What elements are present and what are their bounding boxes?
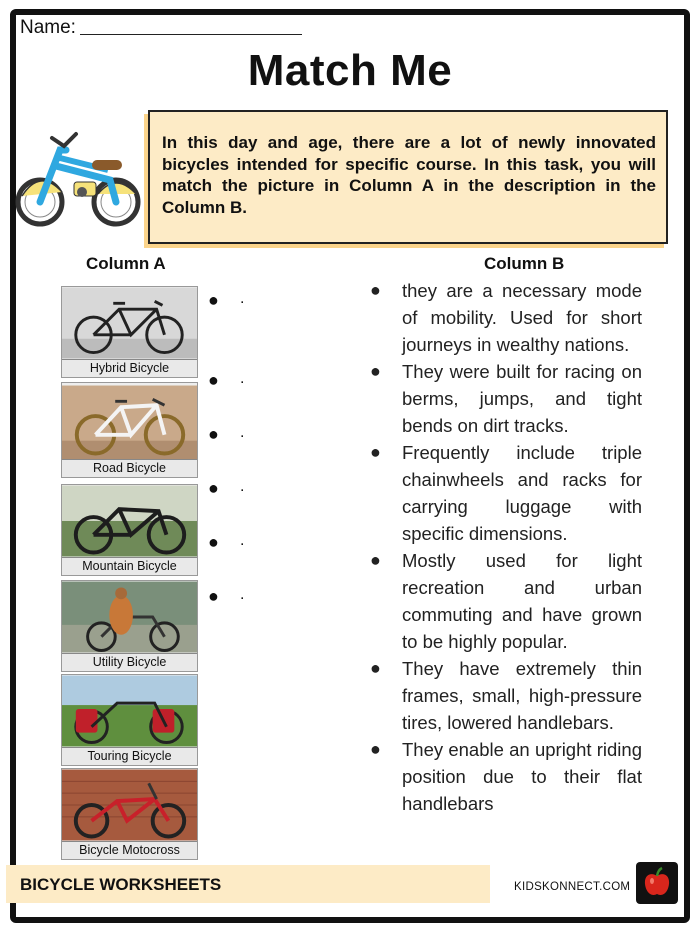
picture-touring-bicycle: [61, 674, 198, 766]
picture-label: Mountain Bicycle: [62, 557, 197, 575]
picture-hybrid-bicycle: [61, 286, 198, 378]
picture-road-bicycle: [61, 382, 198, 478]
description-item: ● Frequently include triple chainwheels and racks for carrying luggage with specific dimensions.: [370, 442, 642, 544]
picture-utility-bicycle: [61, 580, 198, 672]
kids-bicycle-icon: [12, 120, 144, 230]
column-a-heading: Column A: [86, 254, 166, 273]
footer-banner: BICYCLE WORKSHEETS: [6, 865, 490, 903]
name-field[interactable]: [20, 17, 302, 39]
description-item: ● they are a necessary mode of mobility. Used for short journeys in wealthy nations.: [370, 280, 642, 355]
road-bicycle-photo-icon: [62, 383, 197, 459]
column-b-heading: Column B: [484, 254, 565, 273]
utility-bicycle-photo-icon: [62, 581, 197, 653]
apple-icon: [636, 862, 678, 904]
name-underline: [80, 34, 302, 35]
picture-label: Utility Bicycle: [62, 653, 197, 671]
description-item: ● They have extremely thin frames, small, high-pressure tires, lowered handlebars.: [370, 658, 642, 733]
bmx-bicycle-photo-icon: [62, 769, 197, 841]
picture-label: Bicycle Motocross: [62, 841, 197, 859]
picture-label: Road Bicycle: [62, 459, 197, 477]
description-item: ● Mostly used for light recreation and urban commuting and have grown to be highly popular.: [370, 550, 642, 652]
kidskonnect-logo: [636, 862, 678, 904]
hybrid-bicycle-photo-icon: [62, 287, 197, 359]
picture-label: Touring Bicycle: [62, 747, 197, 765]
picture-mountain-bicycle: [61, 484, 198, 576]
picture-label: Hybrid Bicycle: [62, 359, 197, 377]
description-item: ● They enable an upright riding position due to their flat handlebars: [370, 739, 642, 814]
name-label: Name:: [20, 17, 76, 38]
footer-site-link[interactable]: KIDSKONNECT.COM: [514, 881, 631, 893]
description-item: ● They were built for racing on berms, jumps, and tight bends on dirt tracks.: [370, 361, 642, 436]
instructions-box: In this day and age, there are a lot of newly innovated bicycles intended for specific course. In this task, you will match the picture in Column A in the description in the Column B.: [148, 110, 668, 244]
touring-bicycle-photo-icon: [62, 675, 197, 747]
page-title: Match Me: [247, 46, 453, 95]
mountain-bicycle-photo-icon: [62, 485, 197, 557]
picture-bicycle-motocross: [61, 768, 198, 860]
column-b-list: [360, 277, 642, 817]
